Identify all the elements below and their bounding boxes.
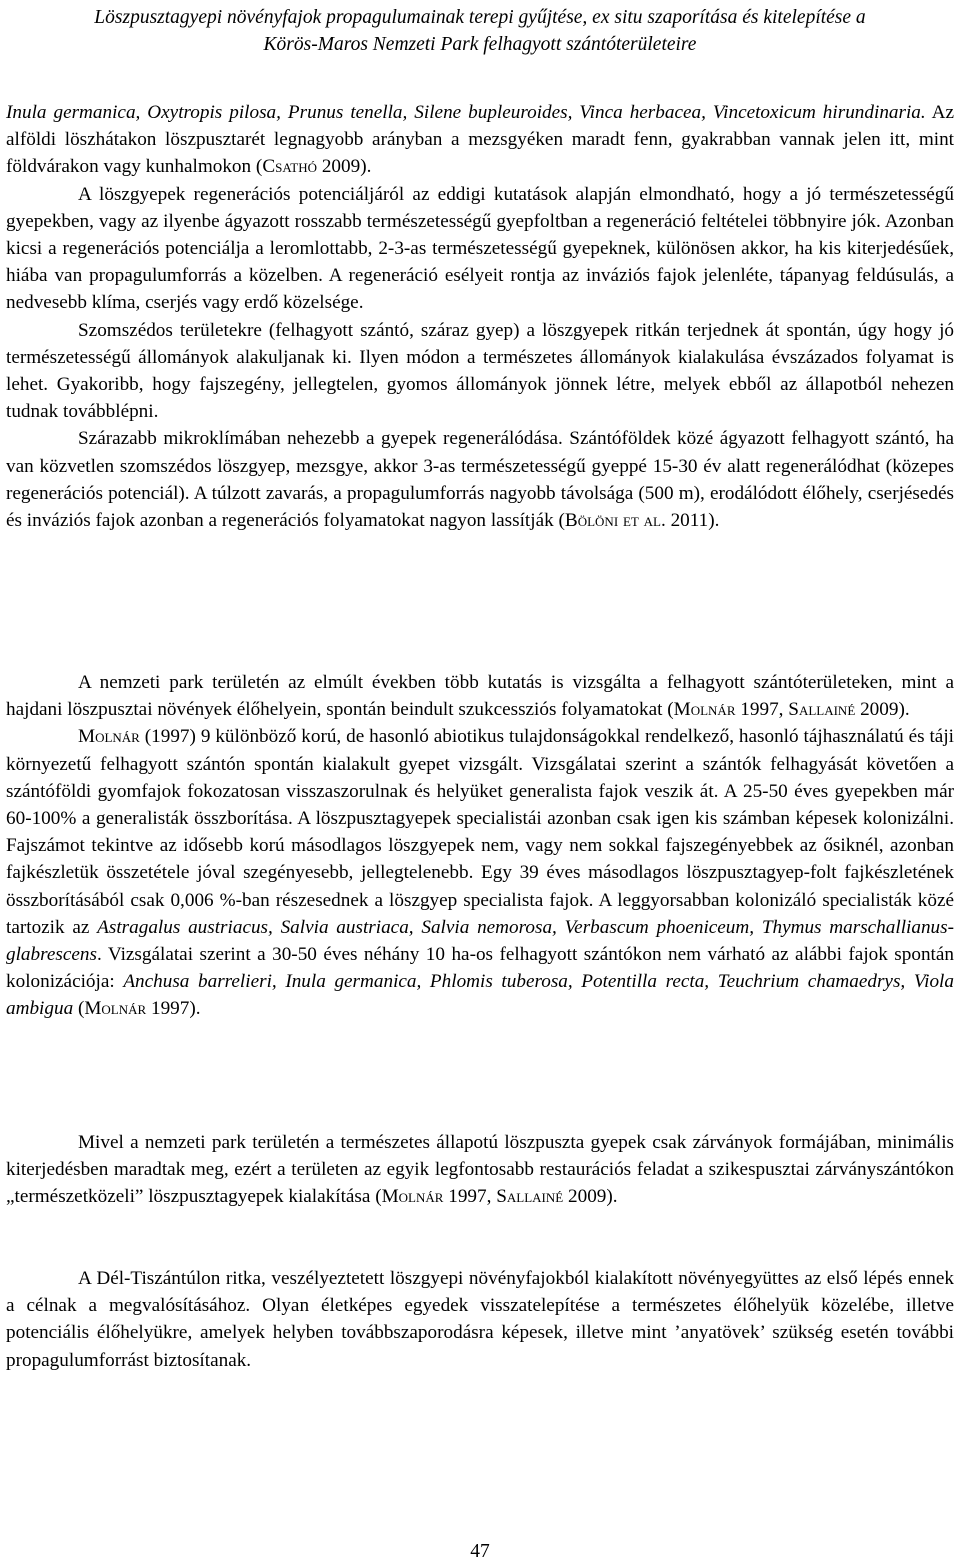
header-line-1: Löszpusztagyepi növényfajok propagulumainak terepi gyűjtése, ex situ szaporítása és kitelepítése a (94, 7, 866, 28)
citation-author: Sallainé (496, 1186, 564, 1208)
text-block-2 (6, 669, 954, 1023)
paragraph (6, 99, 954, 181)
citation-year: 2009). (563, 1186, 618, 1208)
citation-author: Molnár (673, 699, 736, 721)
text-block-4 (6, 1265, 954, 1374)
paragraph-text: (1997) 9 különböző korú, de hasonló abiotikus tulajdonságokkal rendelkező, hasonló tájhasználatú és táji környezetű felhagyott szántón spontán kialakult gyepet vizsgált. Vizsgálatai szerint a szántók felhagyását követően a szántóföldi gyomfajok fokozatosan visszaszorulnak és helyüket generalista fajok veszik át. A 25-50 éves gyepekben már 60-100% a generalisták összborítása. A löszpusztagyepek specialistái azonban csak igen kis számban képesek kolonizálni. Fajszámot tekintve az idősebb korú másodlagos löszgyepek nem, vagy nem sokkal fajszegényebbek az ősiknél, azonban fajkészletük összetétele jóval szegényesebb, jellegtelenebb. Egy 39 éves másodlagos löszpusztagyep-folt fajkészletének összborításából csak 0,006 %-ban részesednek a löszgyep specialista fajok. A leggyorsabban kolonizáló specialisták közé tartozik az (6, 726, 954, 938)
species-list: Anchusa barrelieri, Inula germanica, Phlomis tuberosa, Potentilla recta, Teuchrium chamaedrys, Viola ambigua (6, 971, 954, 1020)
paragraph: Szomszédos területekre (felhagyott szántó, száraz gyep) a löszgyepek ritkán terjednek át spontán, úgy hogy jó természetességű állományok alakuljanak ki. Ilyen módon a természetes állományok kialakulása évszázados folyamat is lehet. Gyakoribb, hogy fajszegény, jellegtelen, gyomos állományok jönnek létre, melyek ebből az állapotból nehezen tudnak továbblépni. (6, 319, 954, 423)
citation-year: 1997). (146, 998, 201, 1020)
citation-year: 2009). (317, 156, 372, 178)
paragraph: A löszgyepek regenerációs potenciáljáról az eddigi kutatások alapján elmondható, hogy a jó természetességű gyepekben, vagy az ilyenbe ágyazott rosszabb természetességű gyepfoltban a regeneráció feltételei többnyire jók. Azonban kicsi a regenerációs potenciálja a leromlottabb, 2-3-as természetességű gyepeknek, különösen akkor, ha kis kiterjedésűek, hiába van propagulumforrás a közelben. A regeneráció esélyeit rontja az inváziós fajok jelenléte, tápanyag feldúsulás, a nedvesebb klíma, cserjés vagy erdő közelsége. (6, 183, 954, 314)
citation-author: Molnár (78, 726, 140, 748)
citation-year: 1997, (443, 1186, 497, 1208)
paragraph-text: Az alföldi löszhátakon löszpusztarét legnagyobb arányban a mezsgyéken maradt fenn, gyakrabban vannak jelen itt, mint földvárakon vagy kunhalmokon ( (6, 102, 954, 178)
paragraph (6, 1129, 954, 1211)
species-list: Astragalus austriacus, Salvia austriaca, Salvia nemorosa, Verbascum phoeniceum, Thymus marschallianus-glabrescens (6, 916, 954, 966)
citation-author: Sallainé (788, 699, 856, 721)
paragraph-text: A nemzeti park területén az elmúlt években több kutatás is vizsgálta a felhagyott szántóterületeken, mint a hajdani löszpusztai növények élőhelyein, spontán beindult szukcessziós folyamatokat ( (6, 672, 954, 721)
species-list: Inula germanica, Oxytropis pilosa, Prunus tenella, Silene bupleuroides, Vinca herbacea, Vincetoxicum hirundinaria. (6, 102, 926, 123)
paragraph (6, 425, 954, 534)
text-block-1 (6, 99, 954, 534)
paragraph: A Dél-Tiszántúlon ritka, veszélyeztetett löszgyepi növényfajokból kialakított növényegyüttes az első lépés ennek a célnak a megvalósításához. Olyan életképes egyedek visszatelepítése a természetes élőhelyük közelébe, illetve potenciális élőhelyükre, amelyek helyben továbbszaporodásra képesek, illetve mint ’anyatövek’ szükség esetén további propagulumforrást biztosítanak. (6, 1268, 954, 1371)
citation-year: 2009). (855, 699, 910, 721)
text-block-3 (6, 1129, 954, 1211)
citation-year: 1997, (735, 699, 789, 721)
page-number: 47 (470, 1541, 490, 1562)
citation-author: Csathó (262, 156, 318, 178)
paragraph-text: . Vizsgálatai szerint a 30-50 éves néhány 10 ha-os felhagyott szántókon nem várható az alábbi fajok spontán kolonizációja: (6, 944, 954, 993)
citation-year: . 2011). (660, 510, 720, 532)
paragraph-text: Mivel a nemzeti park területén a természetes állapotú löszpuszta gyepek csak zárványok formájában, minimális kiterjedésben maradtak meg, ezért a területen az egyik legfontosabb restaurációs feladat a szikespusztai zárványszántókon „természetközeli” löszpusztagyepek kialakítása ( (6, 1132, 954, 1208)
running-header (0, 4, 960, 58)
paragraph-text: Szárazabb mikroklímában nehezebb a gyepek regenerálódása. Szántóföldek közé ágyazott felhagyott szántó, ha van közvetlen szomszédos löszgyep, mezsgye, akkor 3-as természetességű gyeppé 15-30 év alatt regenerálódhat (közepes regenerációs potenciál). A túlzott zavarás, a propagulumforrás nagyobb távolsága (500 m), erodálódott élőhely, cserjésedés és inváziós fajok azonban a regenerációs folyamatokat nagyon lassítják ( (6, 428, 954, 532)
citation-author: Bölöni et al (564, 510, 661, 532)
citation-author: Molnár (84, 998, 147, 1020)
header-line-2: Körös-Maros Nemzeti Park felhagyott szántóterületeire (263, 34, 697, 55)
paragraph: Molnár (1997) 9 különböző korú, de hasonló abiotikus tulajdonságokkal rendelkező, hasonló tájhasználatú és táji környezetű felhagyott szántón spontán kialakult gyepet vizsgált. Vizsgálatai szerint a szántók felhagyását követően a szántóföldi gyomfajok fokozatosan visszaszorulnak és helyüket generalista fajok veszik át. A 25-50 éves gyepekben már 60-100% a generalisták összborítása. A löszpusztagyepek specialistái azonban csak igen kis számban képesek kolonizálni. Fajszámot tekintve az idősebb korú másodlagos löszgyepek nem, vagy nem sokkal fajszegényebbek az ősiknél, azonban fajkészletük összetétele jóval szegényesebb, jellegtelenebb. Egy 39 éves másodlagos löszpusztagyep-folt fajkészletének összborításából csak 0,006 %-ban részesednek a löszgyep specialista fajok. A leggyorsabban kolonizáló specialisták közé tartozik az Astragalus austriacus, Salvia austriaca, Salvia nemorosa, Verbascum phoeniceum, Thymus marschallianus-glabrescens. Vizsgálatai szerint a 30-50 éves néhány 10 ha-os felhagyott szántókon nem várható az alábbi fajok spontán kolonizációja: Anchusa barrelieri, Inula germanica, Phlomis tuberosa, Potentilla recta, Teuchrium chamaedrys, Viola ambigua (Molnár 1997). (6, 726, 954, 1020)
paragraph (6, 669, 954, 723)
citation-author: Molnár (381, 1186, 444, 1208)
